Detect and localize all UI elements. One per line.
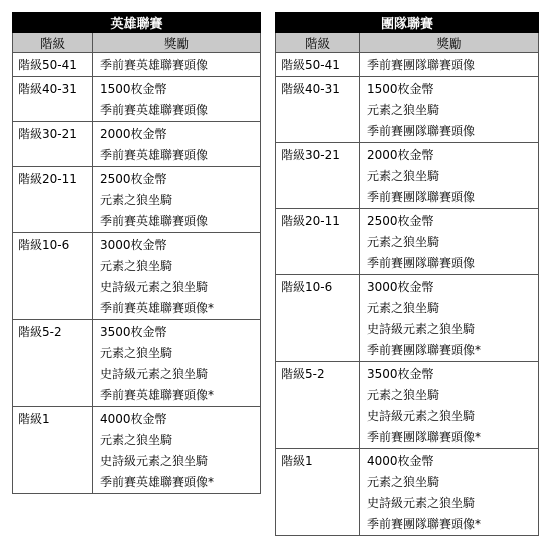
reward-line: 史詩級元素之狼坐騎 <box>367 322 476 336</box>
table-row <box>276 362 539 449</box>
tier-cell: 階級1 <box>276 449 360 536</box>
tier-cell: 階級1 <box>13 407 93 494</box>
table-title: 團隊聯賽 <box>276 13 539 33</box>
tier-cell: 階級10-6 <box>13 233 93 320</box>
reward-line: 季前賽團隊聯賽頭像 <box>367 256 476 270</box>
reward-line: 季前賽團隊聯賽頭像* <box>367 517 482 531</box>
reward-line: 3500枚金幣 <box>100 325 167 339</box>
tier-cell: 階級5-2 <box>13 320 93 407</box>
reward-cell <box>360 449 539 536</box>
reward-cell <box>93 122 261 167</box>
table-row <box>13 167 261 233</box>
hero-league-table <box>12 12 261 494</box>
reward-cell <box>360 209 539 275</box>
table-row <box>276 77 539 143</box>
reward-line: 季前賽英雄聯賽頭像* <box>100 301 215 315</box>
reward-line: 2500枚金幣 <box>367 214 434 228</box>
reward-line: 季前賽團隊聯賽頭像* <box>367 430 482 444</box>
table-title: 英雄聯賽 <box>13 13 261 33</box>
tier-cell: 階級20-11 <box>276 209 360 275</box>
reward-line: 史詩級元素之狼坐騎 <box>367 496 476 510</box>
tier-cell: 階級50-41 <box>276 53 360 77</box>
reward-cell <box>93 233 261 320</box>
tier-cell: 階級40-31 <box>276 77 360 143</box>
reward-line: 4000枚金幣 <box>100 412 167 426</box>
reward-line: 元素之狼坐騎 <box>367 169 440 183</box>
tier-cell: 階級10-6 <box>276 275 360 362</box>
team-league-table <box>275 12 539 536</box>
reward-cell <box>360 143 539 209</box>
reward-line: 1500枚金幣 <box>100 82 167 96</box>
tier-cell: 階級30-21 <box>276 143 360 209</box>
reward-line: 元素之狼坐騎 <box>367 475 440 489</box>
reward-line: 元素之狼坐騎 <box>100 259 173 273</box>
reward-line: 元素之狼坐騎 <box>100 433 173 447</box>
reward-line: 史詩級元素之狼坐騎 <box>367 409 476 423</box>
table-row <box>13 77 261 122</box>
reward-column-header: 獎勵 <box>360 33 539 53</box>
reward-line: 季前賽團隊聯賽頭像* <box>367 343 482 357</box>
reward-line: 元素之狼坐騎 <box>100 193 173 207</box>
tier-cell: 階級20-11 <box>13 167 93 233</box>
table-row <box>13 233 261 320</box>
table-row <box>13 407 261 494</box>
reward-line: 季前賽英雄聯賽頭像 <box>100 148 209 162</box>
reward-line: 4000枚金幣 <box>367 454 434 468</box>
reward-line: 元素之狼坐騎 <box>367 235 440 249</box>
reward-line: 2500枚金幣 <box>100 172 167 186</box>
table-row <box>276 53 539 77</box>
reward-line: 元素之狼坐騎 <box>367 388 440 402</box>
tier-cell: 階級5-2 <box>276 362 360 449</box>
reward-cell <box>93 167 261 233</box>
reward-line: 元素之狼坐騎 <box>367 103 440 117</box>
reward-line: 3000枚金幣 <box>367 280 434 294</box>
reward-line: 2000枚金幣 <box>100 127 167 141</box>
table-row <box>13 122 261 167</box>
table-row <box>13 53 261 77</box>
table-row <box>276 275 539 362</box>
table-row <box>276 143 539 209</box>
reward-cell <box>360 362 539 449</box>
reward-line: 史詩級元素之狼坐騎 <box>100 367 209 381</box>
reward-cell <box>360 53 539 77</box>
table-row <box>13 320 261 407</box>
table-row <box>276 449 539 536</box>
tier-column-header: 階級 <box>13 33 93 53</box>
reward-line: 元素之狼坐騎 <box>100 346 173 360</box>
reward-line: 季前賽英雄聯賽頭像 <box>100 214 209 228</box>
reward-cell <box>93 320 261 407</box>
tier-cell: 階級50-41 <box>13 53 93 77</box>
reward-cell <box>93 77 261 122</box>
reward-line: 季前賽英雄聯賽頭像 <box>100 58 209 72</box>
reward-line: 3500枚金幣 <box>367 367 434 381</box>
reward-line: 3000枚金幣 <box>100 238 167 252</box>
reward-line: 2000枚金幣 <box>367 148 434 162</box>
reward-line: 史詩級元素之狼坐騎 <box>100 454 209 468</box>
tier-cell: 階級40-31 <box>13 77 93 122</box>
reward-line: 史詩級元素之狼坐騎 <box>100 280 209 294</box>
reward-line: 季前賽英雄聯賽頭像 <box>100 103 209 117</box>
reward-cell <box>360 275 539 362</box>
reward-cell <box>360 77 539 143</box>
reward-line: 季前賽英雄聯賽頭像* <box>100 388 215 402</box>
tier-column-header: 階級 <box>276 33 360 53</box>
reward-cell <box>93 407 261 494</box>
reward-line: 季前賽團隊聯賽頭像 <box>367 58 476 72</box>
reward-line: 元素之狼坐騎 <box>367 301 440 315</box>
table-row <box>276 209 539 275</box>
reward-line: 1500枚金幣 <box>367 82 434 96</box>
reward-column-header: 獎勵 <box>93 33 261 53</box>
tier-cell: 階級30-21 <box>13 122 93 167</box>
reward-cell <box>93 53 261 77</box>
reward-line: 季前賽團隊聯賽頭像 <box>367 124 476 138</box>
reward-line: 季前賽團隊聯賽頭像 <box>367 190 476 204</box>
reward-line: 季前賽英雄聯賽頭像* <box>100 475 215 489</box>
